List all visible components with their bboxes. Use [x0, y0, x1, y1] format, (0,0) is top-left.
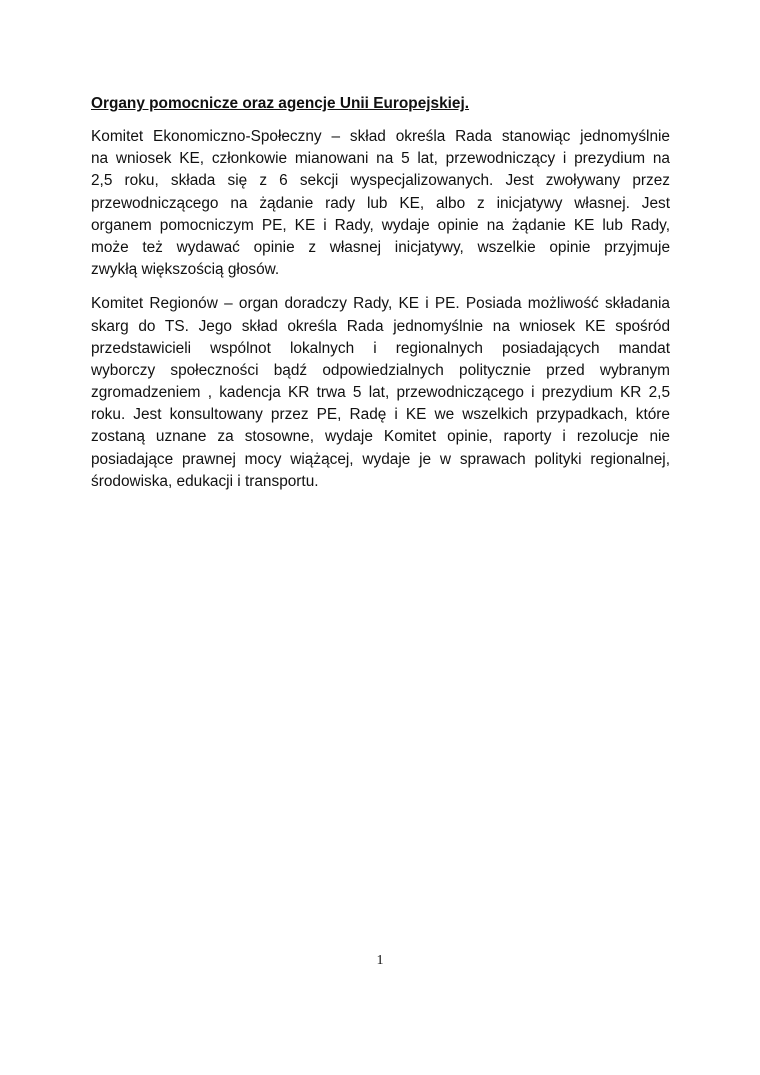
paragraph-line: organem pomocniczym PE, KE i Rady, wydaje opinie na żądanie KE lub Rady,: [91, 216, 670, 234]
paragraph-line: przedstawicieli wspólnot lokalnych i regionalnych posiadających mandat: [91, 339, 670, 357]
document-body: [91, 93, 670, 505]
paragraph-line: może też wydawać opinie z własnej inicjatywy, wszelkie opinie przyjmuje: [91, 238, 670, 256]
paragraph-economic-social-committee: [91, 126, 670, 281]
paragraph-line: na wniosek KE, członkowie mianowani na 5 lat, przewodniczący i prezydium na: [91, 150, 670, 168]
paragraph-line: przewodniczącego na żądanie rady lub KE, albo z inicjatywy własnej. Jest: [91, 194, 670, 212]
paragraph-line: roku. Jest konsultowany przez PE, Radę i KE we wszelkich przypadkach, które: [91, 406, 670, 424]
paragraph-line: Komitet Ekonomiczno-Społeczny – skład określa Rada stanowiąc jednomyślnie: [91, 128, 670, 145]
paragraph-committee-of-regions: [91, 293, 670, 493]
document-heading: Organy pomocnicze oraz agencje Unii Europejskiej.: [91, 95, 470, 112]
paragraph-line: wyborczy społeczności bądź odpowiedzialnych politycznie przed wybranym: [91, 361, 670, 379]
page-number: 1: [376, 953, 384, 968]
paragraph-line: środowiska, edukacji i transportu.: [91, 472, 319, 490]
paragraph-line: Komitet Regionów – organ doradczy Rady, KE i PE. Posiada możliwość składania: [91, 295, 670, 313]
paragraph-line: zwykłą większością głosów.: [91, 261, 280, 279]
paragraph-line: posiadające prawnej mocy wiążącej, wydaje je w sprawach polityki regionalnej,: [91, 450, 670, 468]
paragraph-line: zostaną uznane za stosowne, wydaje Komitet opinie, raporty i rezolucje nie: [91, 428, 670, 446]
paragraph-line: 2,5 roku, składa się z 6 sekcji wyspecjalizowanych. Jest zwoływany przez: [91, 172, 670, 190]
paragraph-line: skarg do TS. Jego skład określa Rada jednomyślnie na wniosek KE spośród: [91, 317, 670, 335]
paragraph-line: zgromadzeniem , kadencja KR trwa 5 lat, przewodniczącego i prezydium KR 2,5: [91, 384, 670, 402]
